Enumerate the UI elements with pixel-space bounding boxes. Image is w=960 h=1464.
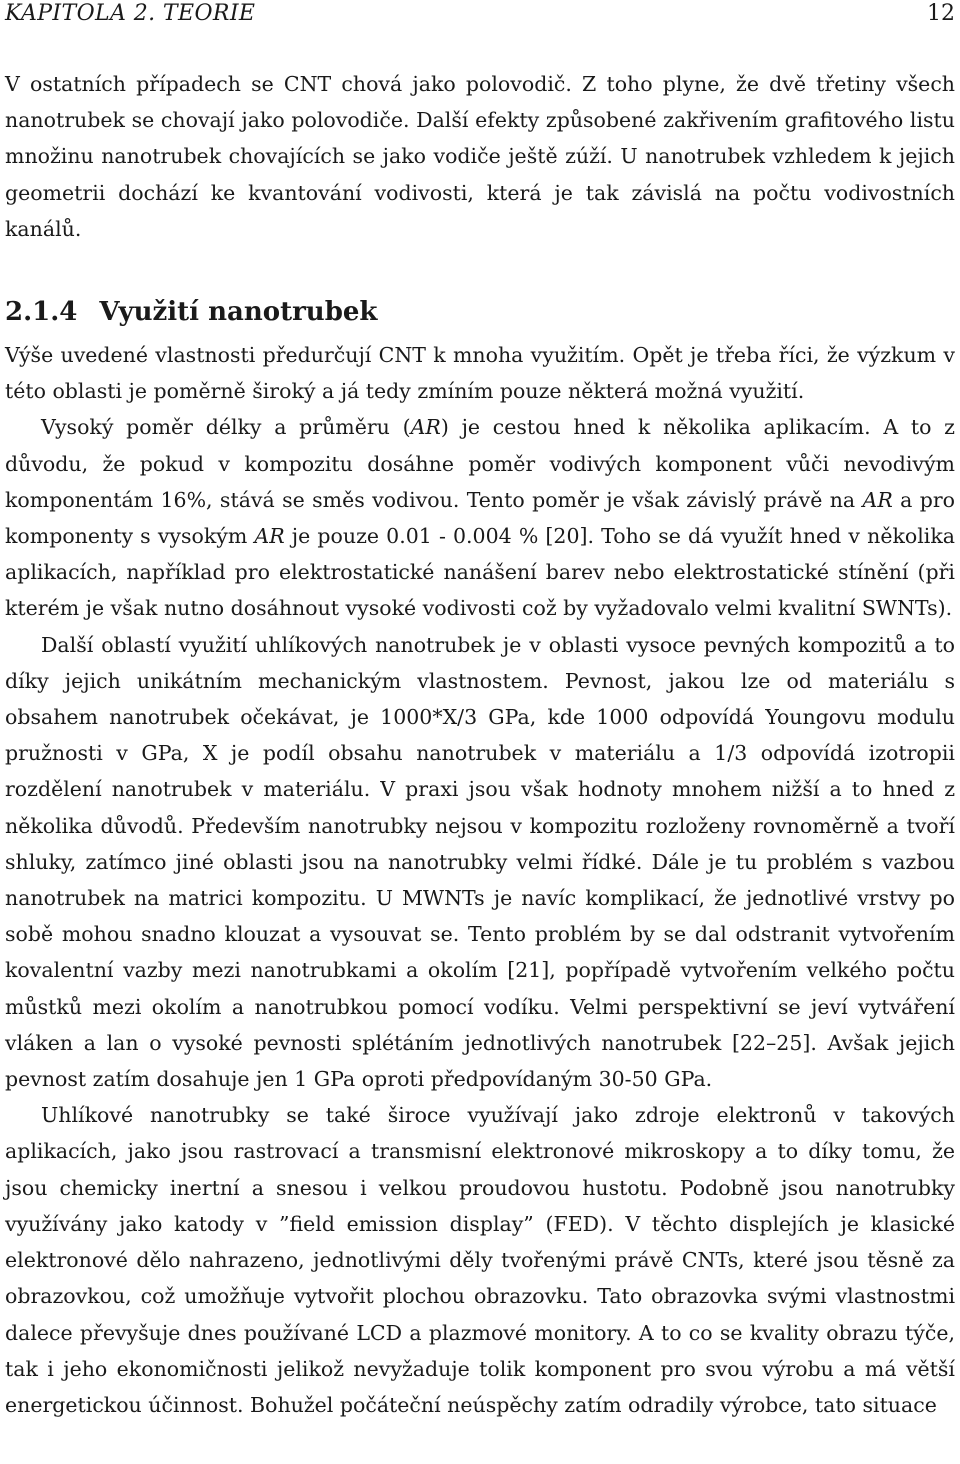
chapter-title: KAPITOLA 2. TEORIE <box>5 1 256 26</box>
section-title: Využití nanotrubek <box>99 297 378 328</box>
paragraph-2-text-b: ) je cestou hned k několika aplikacím. A to z důvodu, že pokud v kompozitu dosáhne poměr vodivých komponent vůči nevodivým komponentám 16%, stává se směs vodivou. Tento poměr je však závislý právě na <box>5 415 955 512</box>
section-paragraph-1: Výše uvedené vlastnosti předurčují CNT k mnoha využitím. Opět je třeba říci, že výzkum v této oblasti je poměrně široký a já tedy zmíním pouze některá možná využití. <box>5 343 955 404</box>
paragraph-2-text-d: je pouze 0.01 - 0.004 % [20]. Toho se dá využít hned v několika aplikacích, například pro elektrostatické nanášení barev nebo elektrostatické stínění (při kterém je však nutno dosáhnout vysoké vodivosti což by vyžadovalo velmi kvalitní SWNTs). <box>5 524 955 621</box>
paragraph-2-text-c: a pro komponenty s vysokým <box>5 487 955 549</box>
ar-term: AR <box>254 524 285 549</box>
document-page <box>5 0 955 1423</box>
page-number: 12 <box>927 1 955 26</box>
section-heading <box>5 295 955 337</box>
ar-term: AR <box>410 415 441 440</box>
intro-paragraph: V ostatních případech se CNT chová jako polovodič. Z toho plyne, že dvě třetiny všech nanotrubek se chovají jako polovodiče. Další efekty způsobené zakřivením grafitového listu množinu nanotrubek chovajících se jako vodiče ještě zúží. U nanotrubek vzhledem k jejich geometrii dochází ke kvantování vodivosti, která je tak závislá na počtu vodivostních kanálů. <box>5 72 955 241</box>
running-header <box>5 0 955 36</box>
paragraph-2-text-a: Vysoký poměr délky a průměru ( <box>41 415 411 440</box>
section-number: 2.1.4 <box>5 297 78 328</box>
section-paragraph-3: Další oblastí využití uhlíkových nanotrubek je v oblasti vysoce pevných kompozitů a to díky jejich unikátním mechanickým vlastnostem. Pevnost, jakou lze od materiálu s obsahem nanotrubek očekávat, je 1000*X/3 GPa, kde 1000 odpovídá Youngovu modulu pružnosti v GPa, X je podíl obsahu nanotrubek v materiálu a 1/3 odpovídá izotropii rozdělení nanotrubek v materiálu. V praxi jsou však hodnoty mnohem nižší a to hned z několika důvodů. Především nanotrubky nejsou v kompozitu rozloženy rovnoměrně a tvoří shluky, zatímco jiné oblasti jsou na nanotrubky velmi řídké. Dále je tu problém s vazbou nanotrubek na matrici kompozitu. U MWNTs je navíc komplikací, že jednotlivé vrstvy po sobě mohou snadno klouzat a vysouvat se. Tento problém by se dal odstranit vytvořením kovalentní vazby mezi nanotrubkami a okolím [21], popřípadě vytvořením velkého počtu můstků mezi okolím a nanotrubkou pomocí vodíku. Velmi perspektivní se jeví vytváření vláken a lan o vysoké pevnosti splétáním jednotlivých nanotrubek [22–25]. Avšak jejich pevnost zatím dosahuje jen 1 GPa oproti předpovídaným 30-50 GPa. <box>5 632 955 1092</box>
section-paragraph-2 <box>5 409 955 626</box>
section-paragraph-4: Uhlíkové nanotrubky se také široce využívají jako zdroje elektronů v takových aplikacích, jako jsou rastrovací a transmisní elektronové mikroskopy a to díky tomu, že jsou chemicky inertní a snesou i velkou proudovou hustotu. Podobně jsou nanotrubky využívány jako katody v ”field emission display” (FED). V těchto displejích je klasické elektronové dělo nahrazeno, jednotlivými děly tvořenými právě CNTs, které jsou těsně za obrazovkou, což umožňuje vytvořit plochou obrazovku. Tato obrazovka svými vlastnostmi dalece převyšuje dnes používané LCD a plazmové monitory. A to co se kvality obrazu týče, tak i jeho ekonomičnosti jelikož nevyžaduje tolik komponent pro svou výrobu a má větší energetickou účinnost. Bohužel počáteční neúspěchy zatím odradily výrobce, tato situace <box>5 1103 955 1417</box>
ar-term: AR <box>862 487 893 512</box>
